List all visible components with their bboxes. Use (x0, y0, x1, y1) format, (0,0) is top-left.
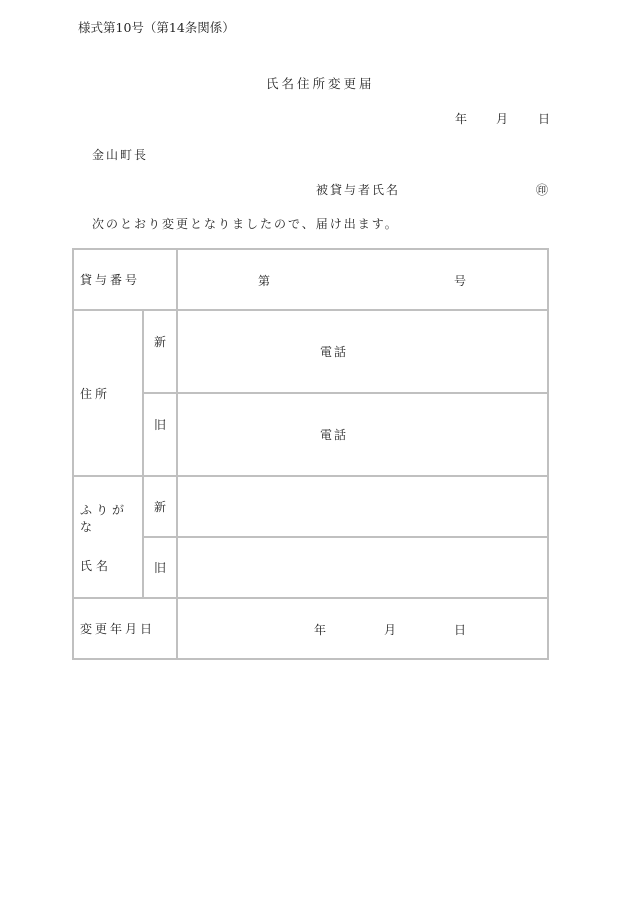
table-row-change-date (73, 598, 548, 659)
address-new-phone-label: 電話 (320, 345, 349, 359)
table-row-name-old (73, 537, 548, 598)
name-old-label: 旧 (143, 537, 177, 598)
change-date-field[interactable] (177, 598, 548, 659)
seal-mark: ㊞ (536, 183, 549, 197)
date-year-label: 年 (455, 112, 468, 126)
address-new-label: 新 (143, 310, 177, 393)
change-date-label: 変更年月日 (73, 598, 177, 659)
name-new-field[interactable] (177, 476, 548, 537)
change-date-year: 年 (314, 623, 327, 637)
table-row-address-new (73, 310, 548, 393)
address-old-field[interactable] (177, 393, 548, 476)
furigana-label: ふりがな (80, 502, 129, 534)
statement-text: 次のとおり変更となりましたので、届け出ます。 (92, 217, 399, 231)
name-new-label: 新 (143, 476, 177, 537)
loan-number-prefix: 第 (258, 274, 271, 288)
loan-number-field[interactable] (177, 249, 548, 310)
address-old-phone-label: 電話 (320, 428, 349, 442)
name-label-cell (73, 476, 143, 598)
address-new-field[interactable] (177, 310, 548, 393)
loan-number-label: 貸与番号 (73, 249, 177, 310)
table-row-name-new (73, 476, 548, 537)
form-number: 様式第10号（第14条関係） (78, 20, 235, 35)
name-label: 氏名 (80, 558, 113, 573)
address-label: 住所 (73, 310, 143, 476)
address-old-label: 旧 (143, 393, 177, 476)
table-row-address-old (73, 393, 548, 476)
change-date-month: 月 (384, 623, 397, 637)
name-old-field[interactable] (177, 537, 548, 598)
borrower-name-label: 被貸与者氏名 (316, 183, 401, 197)
loan-number-suffix: 号 (454, 274, 467, 288)
table-row-loan-number (73, 249, 548, 310)
date-day-label: 日 (538, 112, 551, 126)
addressee: 金山町長 (92, 148, 149, 162)
change-date-day: 日 (454, 623, 467, 637)
date-month-label: 月 (496, 112, 509, 126)
change-form-table (72, 248, 549, 660)
form-title: 氏名住所変更届 (266, 76, 375, 91)
